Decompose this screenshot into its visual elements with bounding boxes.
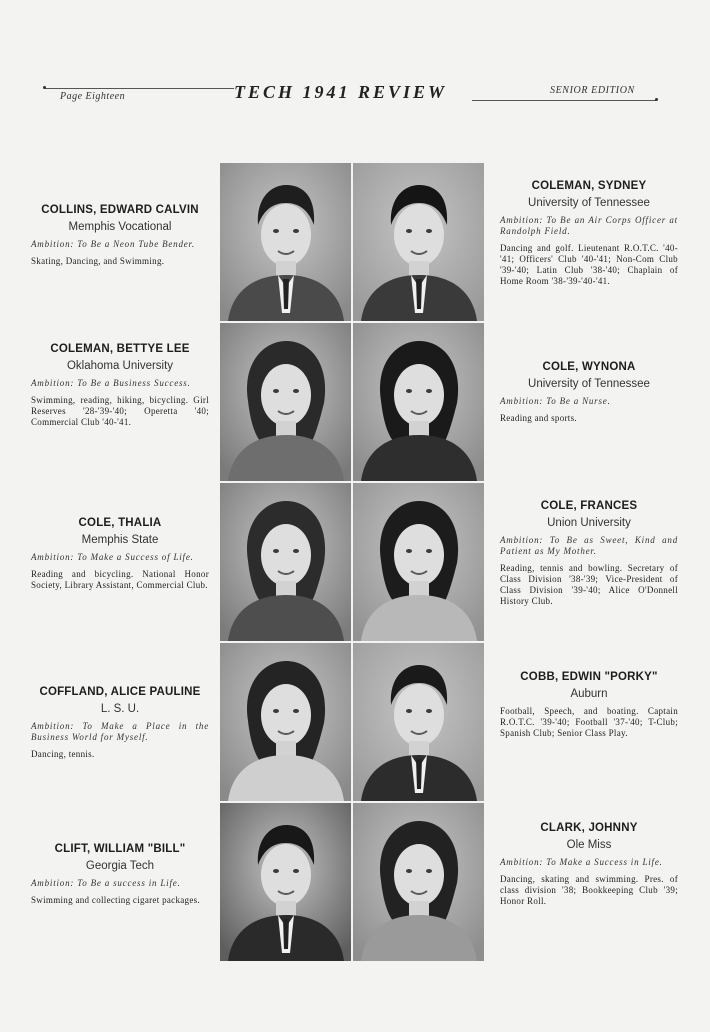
senior-school: L. S. U. bbox=[100, 703, 140, 715]
senior-name: CLARK, JOHNNY bbox=[540, 822, 638, 834]
senior-entry bbox=[500, 822, 678, 907]
senior-entry bbox=[31, 343, 209, 428]
senior-name: CLIFT, WILLIAM "BILL" bbox=[54, 843, 186, 855]
senior-school: University of Tennessee bbox=[528, 378, 650, 390]
senior-name: COLE, FRANCES bbox=[540, 500, 638, 512]
senior-ambition: Ambition: To Be a Neon Tube Bender. bbox=[31, 239, 195, 249]
portrait-photo bbox=[220, 323, 351, 481]
senior-ambition: Ambition: To Be a success in Life. bbox=[31, 878, 181, 888]
senior-ambition: Ambition: To Make a Success in Life. bbox=[500, 857, 663, 867]
portrait-photo bbox=[353, 483, 484, 641]
senior-ambition: Ambition: To Be a Nurse. bbox=[500, 396, 611, 406]
senior-entry bbox=[500, 180, 678, 287]
senior-entry bbox=[500, 500, 678, 607]
senior-name: COBB, EDWIN "PORKY" bbox=[520, 671, 658, 683]
publication-title: TECH 1941 REVIEW bbox=[234, 82, 448, 102]
portrait-photo bbox=[220, 483, 351, 641]
senior-entry bbox=[31, 204, 209, 267]
senior-entry bbox=[31, 517, 209, 591]
senior-activities: Reading and sports. bbox=[500, 413, 577, 423]
senior-ambition: Ambition: To Make a Place in the Business World for Myself. bbox=[31, 721, 209, 742]
page-header bbox=[44, 80, 660, 110]
senior-activities: Reading and bicycling. National Honor Society, Library Assistant, Commercial Club. bbox=[31, 569, 209, 590]
senior-name: COLEMAN, SYDNEY bbox=[531, 180, 647, 192]
portrait-photo bbox=[353, 643, 484, 801]
header-dot bbox=[655, 98, 658, 101]
senior-name: COFFLAND, ALICE PAULINE bbox=[39, 686, 201, 698]
senior-school: University of Tennessee bbox=[528, 197, 650, 209]
senior-entry bbox=[500, 671, 678, 739]
portrait-photo bbox=[353, 323, 484, 481]
senior-name: COLEMAN, BETTYE LEE bbox=[50, 343, 190, 355]
senior-school: Union University bbox=[547, 517, 631, 529]
portrait-photo bbox=[353, 163, 484, 321]
senior-ambition: Ambition: To Be an Air Corps Officer at Randolph Field. bbox=[500, 215, 678, 236]
senior-school: Oklahoma University bbox=[66, 360, 174, 372]
senior-name: COLE, WYNONA bbox=[542, 361, 636, 373]
page-number: Page Eighteen bbox=[60, 91, 126, 102]
senior-name: COLLINS, EDWARD CALVIN bbox=[41, 204, 199, 216]
senior-school: Georgia Tech bbox=[85, 860, 155, 872]
senior-ambition: Ambition: To Be a Business Success. bbox=[31, 378, 191, 388]
senior-activities: Dancing and golf. Lieutenant R.O.T.C. '40-'41; Officers' Club '40-'41; Non-Com Club '39-'40; Latin Club '38-'40; Chaplain of Home Room '38-'39-'40-'41. bbox=[500, 243, 678, 286]
senior-entry bbox=[500, 361, 678, 424]
portrait-photo bbox=[353, 803, 484, 961]
header-dot bbox=[43, 86, 46, 89]
header-rule-right bbox=[472, 100, 656, 101]
senior-activities: Swimming and collecting cigaret packages. bbox=[31, 895, 200, 905]
senior-activities: Skating, Dancing, and Swimming. bbox=[31, 256, 165, 266]
senior-school: Memphis Vocational bbox=[68, 221, 172, 233]
portrait-photo bbox=[220, 803, 351, 961]
header-rule-left bbox=[44, 88, 234, 89]
senior-school: Ole Miss bbox=[566, 839, 612, 851]
senior-school: Auburn bbox=[570, 688, 608, 700]
senior-ambition: Ambition: To Make a Success of Life. bbox=[31, 552, 194, 562]
senior-entry bbox=[31, 843, 209, 906]
senior-school: Memphis State bbox=[81, 534, 159, 546]
portrait-photo bbox=[220, 163, 351, 321]
portrait-photo bbox=[220, 643, 351, 801]
senior-activities: Football, Speech, and boating. Captain R.O.T.C. '39-'40; Football '37-'40; T-Club; Spanish Club; Senior Class Play. bbox=[500, 706, 678, 738]
senior-activities: Dancing, skating and swimming. Pres. of class division '38; Bookkeeping Club '39; Honor Roll. bbox=[500, 874, 678, 906]
senior-name: COLE, THALIA bbox=[78, 517, 162, 529]
senior-activities: Swimming, reading, hiking, bicycling. Girl Reserves '28-'39-'40; Operetta '40; Commercial Club '40-'41. bbox=[31, 395, 209, 427]
senior-activities: Dancing, tennis. bbox=[31, 749, 95, 759]
senior-entry bbox=[31, 686, 209, 760]
senior-activities: Reading, tennis and bowling. Secretary of Class Division '38-'39; Vice-President of Class Division '39-'40; Alice O'Donnell History Club. bbox=[500, 563, 678, 606]
senior-ambition: Ambition: To Be as Sweet, Kind and Patient as My Mother. bbox=[500, 535, 678, 556]
edition-label: SENIOR EDITION bbox=[550, 85, 635, 96]
